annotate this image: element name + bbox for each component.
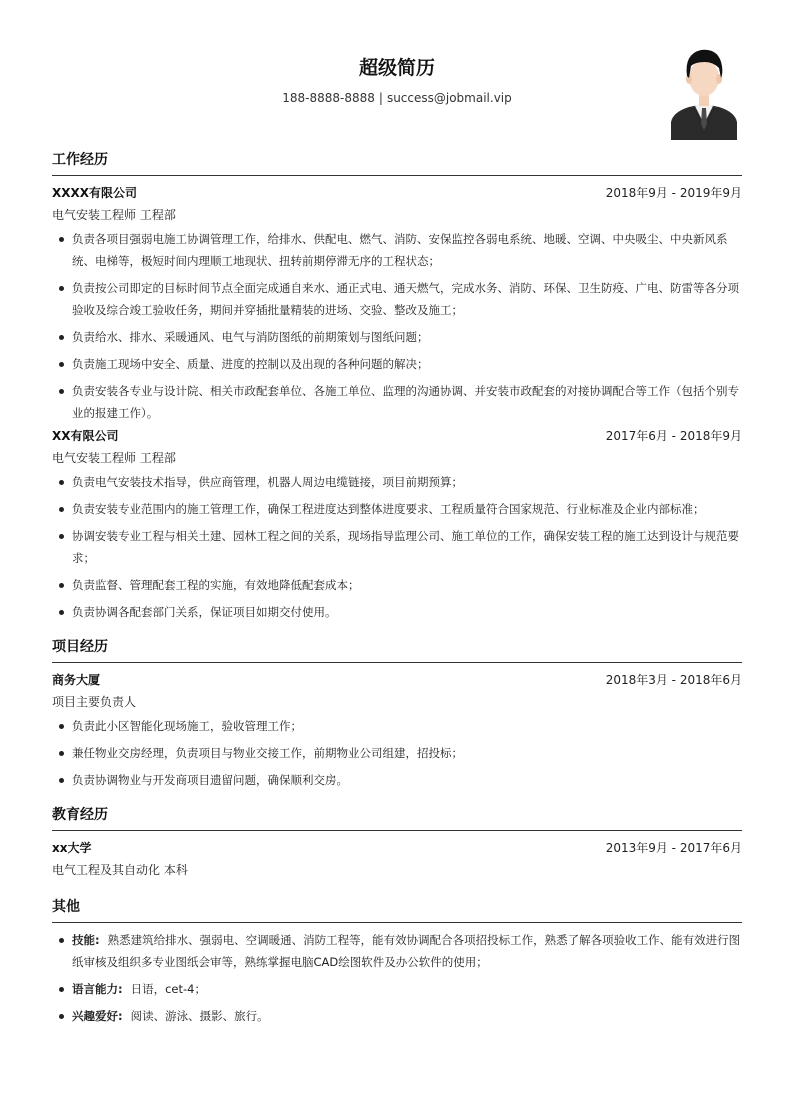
major-degree: 电气工程及其自动化 本科 (52, 863, 188, 877)
list-item (52, 978, 742, 1000)
duty-list (52, 228, 742, 424)
list-item: 负责协调各配套部门关系，保证项目如期交付使用。 (52, 601, 742, 623)
education-section (52, 805, 742, 879)
section-title-other: 其他 (52, 897, 742, 923)
language-text: 日语，cet-4； (130, 982, 206, 996)
list-item (52, 1005, 742, 1027)
list-item: 负责按公司即定的目标时间节点全面完成通自来水、通正式电、通天燃气，完成水务、消防、环保、卫生防疫、广电、防雷等各分项验收及综合竣工验收任务，期间并穿插批量精装的进场、交验、整改及施工； (52, 277, 742, 321)
work-entry (52, 427, 742, 623)
job-role: 电气安装工程师 工程部 (52, 208, 176, 222)
work-entry (52, 184, 742, 424)
hobbies-label: 兴趣爱好: (72, 1009, 123, 1023)
other-list (52, 929, 742, 1027)
project-role: 项目主要负责人 (52, 695, 137, 709)
company-name: XX有限公司 (52, 429, 119, 443)
list-item: 负责此小区智能化现场施工，验收管理工作； (52, 715, 742, 737)
language-label: 语言能力: (72, 982, 123, 996)
skills-label: 技能: (72, 933, 100, 947)
contact-separator: | (378, 91, 383, 105)
list-item (52, 929, 742, 973)
list-item: 负责安装各专业与设计院、相关市政配套单位、各施工单位、监理的沟通协调、并安装市政配套的对接协调配合等工作（包括个别专业的报建工作）。 (52, 380, 742, 424)
entry-header (52, 184, 742, 202)
date-range: 2018年9月 - 2019年9月 (605, 186, 742, 200)
work-experience-section (52, 150, 742, 623)
list-item: 负责各项目强弱电施工协调管理工作，给排水、供配电、燃气、消防、安保监控各弱电系统、地暖、空调、中央吸尘、中央新风系统、电梯等，极短时间内理顺工地现状、扭转前期停滞无序的工程状态； (52, 228, 742, 272)
date-range: 2013年9月 - 2017年6月 (605, 841, 742, 855)
skills-text: 熟悉建筑给排水、强弱电、空调暖通、消防工程等，能有效协调配合各项招投标工作，熟悉了解各项验收工作、能有效进行图纸审核及组织多专业图纸会审等，熟练掌握电脑CAD绘图软件及办公软件的使用； (72, 933, 741, 969)
list-item: 负责施工现场中安全、质量、进度的控制以及出现的各种问题的解决； (52, 353, 742, 375)
entry-header (52, 671, 742, 689)
list-item: 负责监督、管理配套工程的实施，有效地降低配套成本； (52, 574, 742, 596)
project-experience-section (52, 637, 742, 791)
list-item: 负责安装专业范围内的施工管理工作，确保工程进度达到整体进度要求、工程质量符合国家规范、行业标准及企业内部标准； (52, 498, 742, 520)
duty-list (52, 471, 742, 623)
project-name: 商务大厦 (52, 673, 101, 687)
avatar (669, 44, 739, 140)
section-title-work: 工作经历 (52, 150, 742, 176)
candidate-name: 超级简历 (358, 57, 435, 79)
email-address: success@jobmail.vip (386, 91, 512, 105)
list-item: 负责电气安装技术指导，供应商管理，机器人周边电缆链接，项目前期预算； (52, 471, 742, 493)
duty-list (52, 715, 742, 791)
entry-header (52, 427, 742, 445)
resume-header (52, 0, 742, 150)
avatar-portrait-icon (669, 44, 739, 140)
school-name: xx大学 (52, 841, 92, 855)
job-role: 电气安装工程师 工程部 (52, 451, 176, 465)
list-item: 兼任物业交房经理，负责项目与物业交接工作，前期物业公司组建，招投标； (52, 742, 742, 764)
hobbies-text: 阅读、游泳、摄影、旅行。 (130, 1009, 269, 1023)
date-range: 2017年6月 - 2018年9月 (605, 429, 742, 443)
resume-page (52, 0, 742, 1032)
date-range: 2018年3月 - 2018年6月 (605, 673, 742, 687)
contact-line (52, 90, 742, 106)
list-item: 负责协调物业与开发商项目遗留问题，确保顺利交房。 (52, 769, 742, 791)
company-name: XXXX有限公司 (52, 186, 138, 200)
list-item: 负责给水、排水、采暖通风、电气与消防图纸的前期策划与图纸问题； (52, 326, 742, 348)
list-item: 协调安装专业工程与相关土建、园林工程之间的关系，现场指导监理公司、施工单位的工作，确保安装工程的施工达到设计与规范要求； (52, 525, 742, 569)
entry-header (52, 839, 742, 857)
project-entry (52, 671, 742, 791)
other-section (52, 897, 742, 1027)
phone-number: 188-8888-8888 (282, 91, 375, 105)
section-title-education: 教育经历 (52, 805, 742, 831)
section-title-project: 项目经历 (52, 637, 742, 663)
